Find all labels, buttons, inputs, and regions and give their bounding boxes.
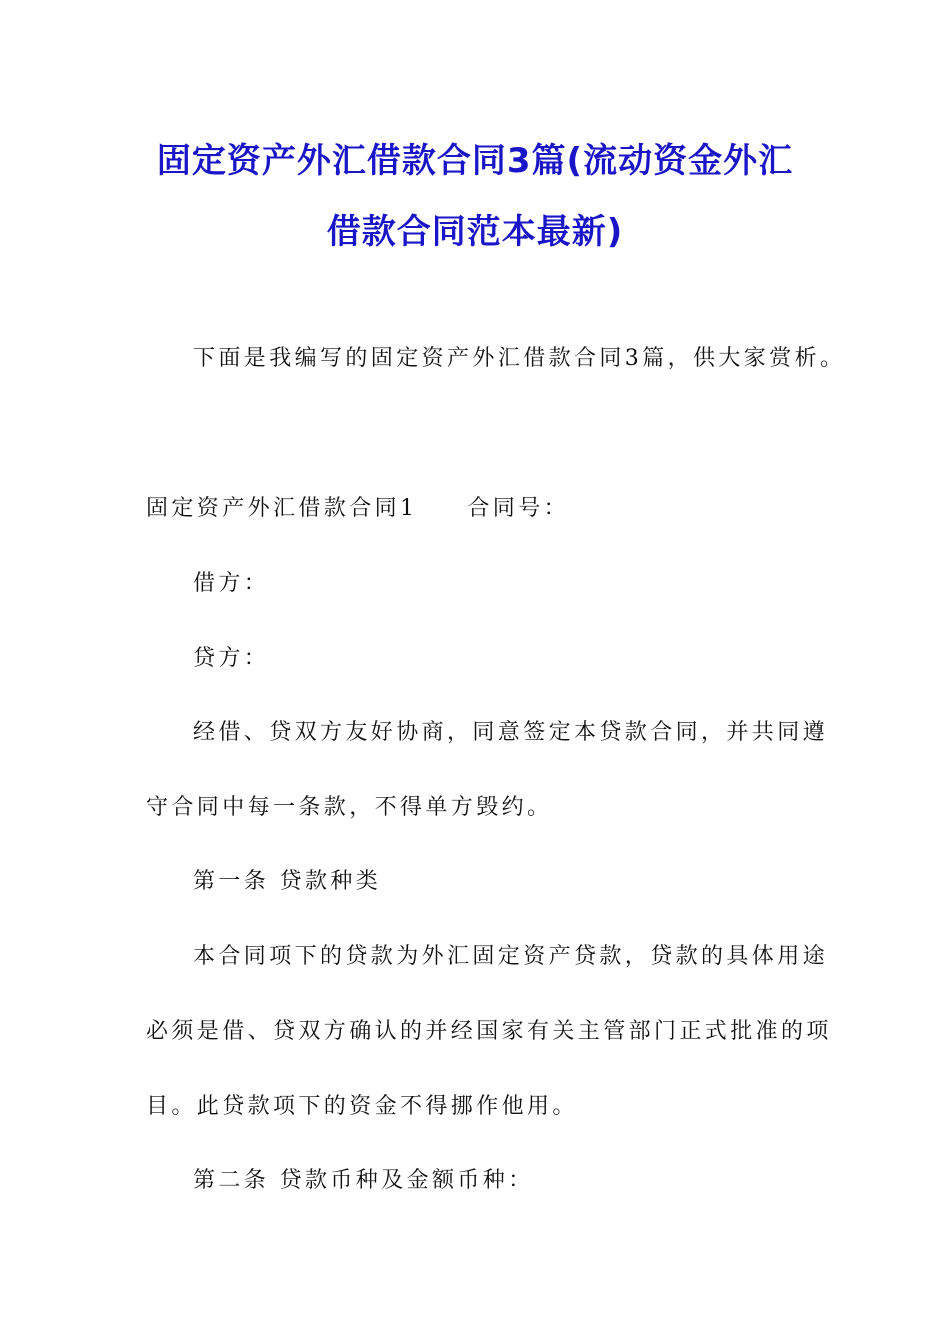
lender-label: 贷方：	[193, 646, 270, 671]
article-1-line-2: 必须是借、贷双方确认的并经国家有关主管部门正式批准的项	[146, 1019, 832, 1044]
article-2-heading: 第二条 贷款币种及金额币种：	[193, 1168, 534, 1193]
document-title-line-1: 固定资产外汇借款合同3篇(流动资金外汇	[156, 141, 794, 181]
document-title-line-2: 借款合同范本最新)	[326, 212, 624, 252]
contract-heading: 固定资产外汇借款合同1	[146, 496, 418, 521]
contract-heading-row	[146, 496, 806, 522]
borrower-label: 借方：	[193, 571, 270, 596]
article-1-line-1: 本合同项下的贷款为外汇固定资产贷款，贷款的具体用途	[193, 944, 829, 969]
article-1-heading: 第一条 贷款种类	[193, 869, 382, 894]
agreement-line-1: 经借、贷双方友好协商，同意签定本贷款合同，并共同遵	[193, 720, 829, 745]
article-1-line-3: 目。此贷款项下的资金不得挪作他用。	[146, 1094, 578, 1119]
agreement-line-2: 守合同中每一条款，不得单方毁约。	[146, 795, 553, 820]
contract-number-label: 合同号：	[467, 496, 570, 521]
intro-paragraph: 下面是我编写的固定资产外汇借款合同3篇，供大家赏析。	[193, 346, 846, 371]
